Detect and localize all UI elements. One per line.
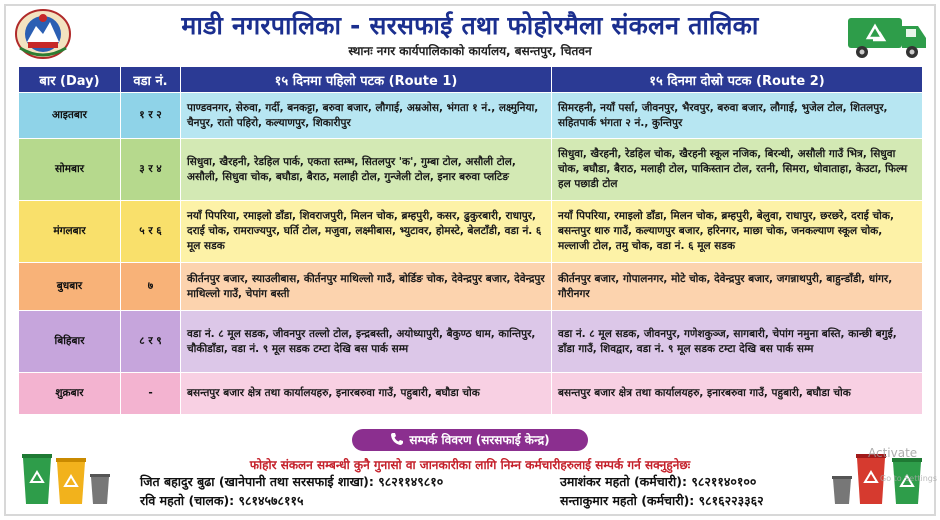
day-cell: बिहिबार: [19, 311, 121, 373]
ward-cell: ८ र ९: [121, 311, 181, 373]
ward-cell: ७: [121, 263, 181, 311]
table-row: [19, 139, 923, 201]
route2-cell: वडा नं. ८ मूल सडक, जीवनपुर, गणेशकुञ्ज, सागबारी, चेपांग नमुना बस्ति, कान्छी बगुई, डाँडा गाउँ, शिवद्वार, वडा नं. ९ मूल सडक टम्टा देखि बस पार्क सम्म: [552, 311, 923, 373]
ward-cell: ३ र ४: [121, 139, 181, 201]
contact-person: जित बहादुर बुढा (खानेपानी तथा सरसफाई शाखा): ९८२११४९८१०: [140, 474, 444, 489]
route1-cell: बसन्तपुर बजार क्षेत्र तथा कार्यालयहरु, इनारबरुवा गाउँ, पहुबारी, बघौडा चोक: [181, 373, 552, 415]
os-watermark-sub: Go to Settings: [880, 474, 938, 483]
location-subtitle: स्थानः नगर कार्यपालिकाको कार्यालय, बसन्तपुर, चितवन: [348, 44, 592, 58]
contact-person: उमाशंकर महतो (कर्मचारी): ९८२११४०१००: [560, 474, 757, 489]
route2-cell: सिधुवा, खैरहनी, रेडहिल चोक, खैरहनी स्कूल नजिक, बिरन्धी, असौली गाउँ भित्र, सिधुवा चोक, बघौडा, बैराठ, मलाही टोल, पाकिस्तान टोल, रतनी, सिमरा, धोवाताहा, केउटा, फिल्म हल पछाडी टोल: [552, 139, 923, 201]
garbage-truck-icon: [846, 12, 930, 60]
column-header-route2: १५ दिनमा दोस्रो पटक (Route 2): [552, 67, 923, 93]
table-row: [19, 201, 923, 263]
table-row: [19, 263, 923, 311]
route2-cell: बसन्तपुर बजार क्षेत्र तथा कार्यालयहरु, इनारबरुवा गाउँ, पहुबारी, बघौडा चोक: [552, 373, 923, 415]
day-cell: सोमबार: [19, 139, 121, 201]
table-row: [19, 311, 923, 373]
day-cell: मंगलबार: [19, 201, 121, 263]
column-header-day: बार (Day): [19, 67, 121, 93]
page-title: माडी नगरपालिका - सरसफाई तथा फोहोरमैला संकलन तालिका: [181, 11, 759, 40]
municipality-emblem-icon: [14, 8, 72, 60]
day-cell: शुक्रबार: [19, 373, 121, 415]
route1-cell: वडा नं. ८ मूल सडक, जीवनपुर तल्लो टोल, इन्द्रबस्ती, अयोध्यापुरी, बैकुण्ठ धाम, कान्तिपुर, चौकीडाँडा, वडा नं. ९ मूल सडक टम्टा देखि बस पार्क सम्म: [181, 311, 552, 373]
table-row: [19, 93, 923, 139]
route1-cell: नयाँ पिपरिया, रमाइलो डाँडा, शिवराजपुरी, मिलन चोक, ब्रम्हपुरी, कसर, ढुकुरबारी, राधापुर, दराई चोक, रामराज्यपुर, घर्ति टोल, मजुवा, लक्ष्मीबास, भ्युटावर, होमस्टे, बेलटाँडी, वडा नं. ६ मूल सडक: [181, 201, 552, 263]
contact-notice: फोहोर संकलन सम्बन्धी कुनै गुनासो वा जानकारीका लागि निम्न कर्मचारीहरुलाई सम्पर्क गर्न सक्नुहुनेछः: [249, 458, 691, 472]
os-watermark: Activate: [868, 446, 918, 460]
route1-cell: सिधुवा, खैरहनी, रेडहिल पार्क, एकता स्तम्भ, सितलपुर 'क', गुम्बा टोल, असौली टोल, असौली, सिधुवा चोक, बघौडा, बैराठ, मलाही टोल, गुन्जेली टोल, इनार बरुवा प्लटिङ: [181, 139, 552, 201]
ward-cell: ५ र ६: [121, 201, 181, 263]
day-cell: बुधबार: [19, 263, 121, 311]
ward-cell: १ र २: [121, 93, 181, 139]
contact-person: सन्ताकुमार महतो (कर्मचारी): ९८१६२२३३६२: [560, 493, 764, 508]
table-header-row: [19, 67, 923, 93]
route2-cell: सिमरहनी, नयाँ पर्सा, जीवनपुर, भैरवपुर, बरुवा बजार, लौगाई, भुजेल टोल, शितलपुर, सहितपार्क भंगता २ नं., कुन्तिपुर: [552, 93, 923, 139]
day-cell: आइतबार: [19, 93, 121, 139]
header: [0, 0, 940, 64]
contact-header-pill: [352, 429, 588, 451]
route2-cell: नयाँ पिपरिया, रमाइलो डाँडा, मिलन चोक, ब्रम्हपुरी, बेलुवा, राधापुर, छरछरे, दराई चोक, बसन्तपुर थारु गाउँ, कल्याणपुर बजार, हरिनगर, माछा चोक, जनकल्याण स्कूल चोक, मल्लाजी टोल, तमु चोक, वडा नं. ६ मूल सडक: [552, 201, 923, 263]
ward-cell: -: [121, 373, 181, 415]
contact-pill-label: सम्पर्क विवरण (सरसफाई केन्द्र): [409, 433, 550, 447]
table-row: [19, 373, 923, 415]
column-header-route1: १५ दिनमा पहिलो पटक (Route 1): [181, 67, 552, 93]
route1-cell: कीर्तनपुर बजार, स्याउलीबास, कीर्तनपुर माथिल्लो गाउँ, बोर्डिङ चोक, देवेन्द्रपुर बजार, देवेन्द्रपुर माथिल्लो गाउँ, चेपांग बस्ती: [181, 263, 552, 311]
route1-cell: पाण्डवनगर, सेरुवा, गर्दी, बनकट्टा, बरुवा बजार, लौगाई, अम्रओस, भंगता १ नं., लक्ष्मुनिया, चैनपुर, रातो पहिरो, कल्याणपुर, शिकारीपुर: [181, 93, 552, 139]
phone-icon: [390, 432, 404, 446]
recycle-bins-icon: [18, 446, 116, 510]
column-header-ward: वडा नं.: [121, 67, 181, 93]
contact-person: रवि महतो (चालक): ९८१४५७८११५: [140, 493, 304, 508]
schedule-table: [18, 66, 923, 415]
route2-cell: कीर्तनपुर बजार, गोपालनगर, मोटे चोक, देवेन्द्रपुर बजार, जगन्नाथपुरी, बाहुन्डाँडी, धांगर, गौरीनगर: [552, 263, 923, 311]
